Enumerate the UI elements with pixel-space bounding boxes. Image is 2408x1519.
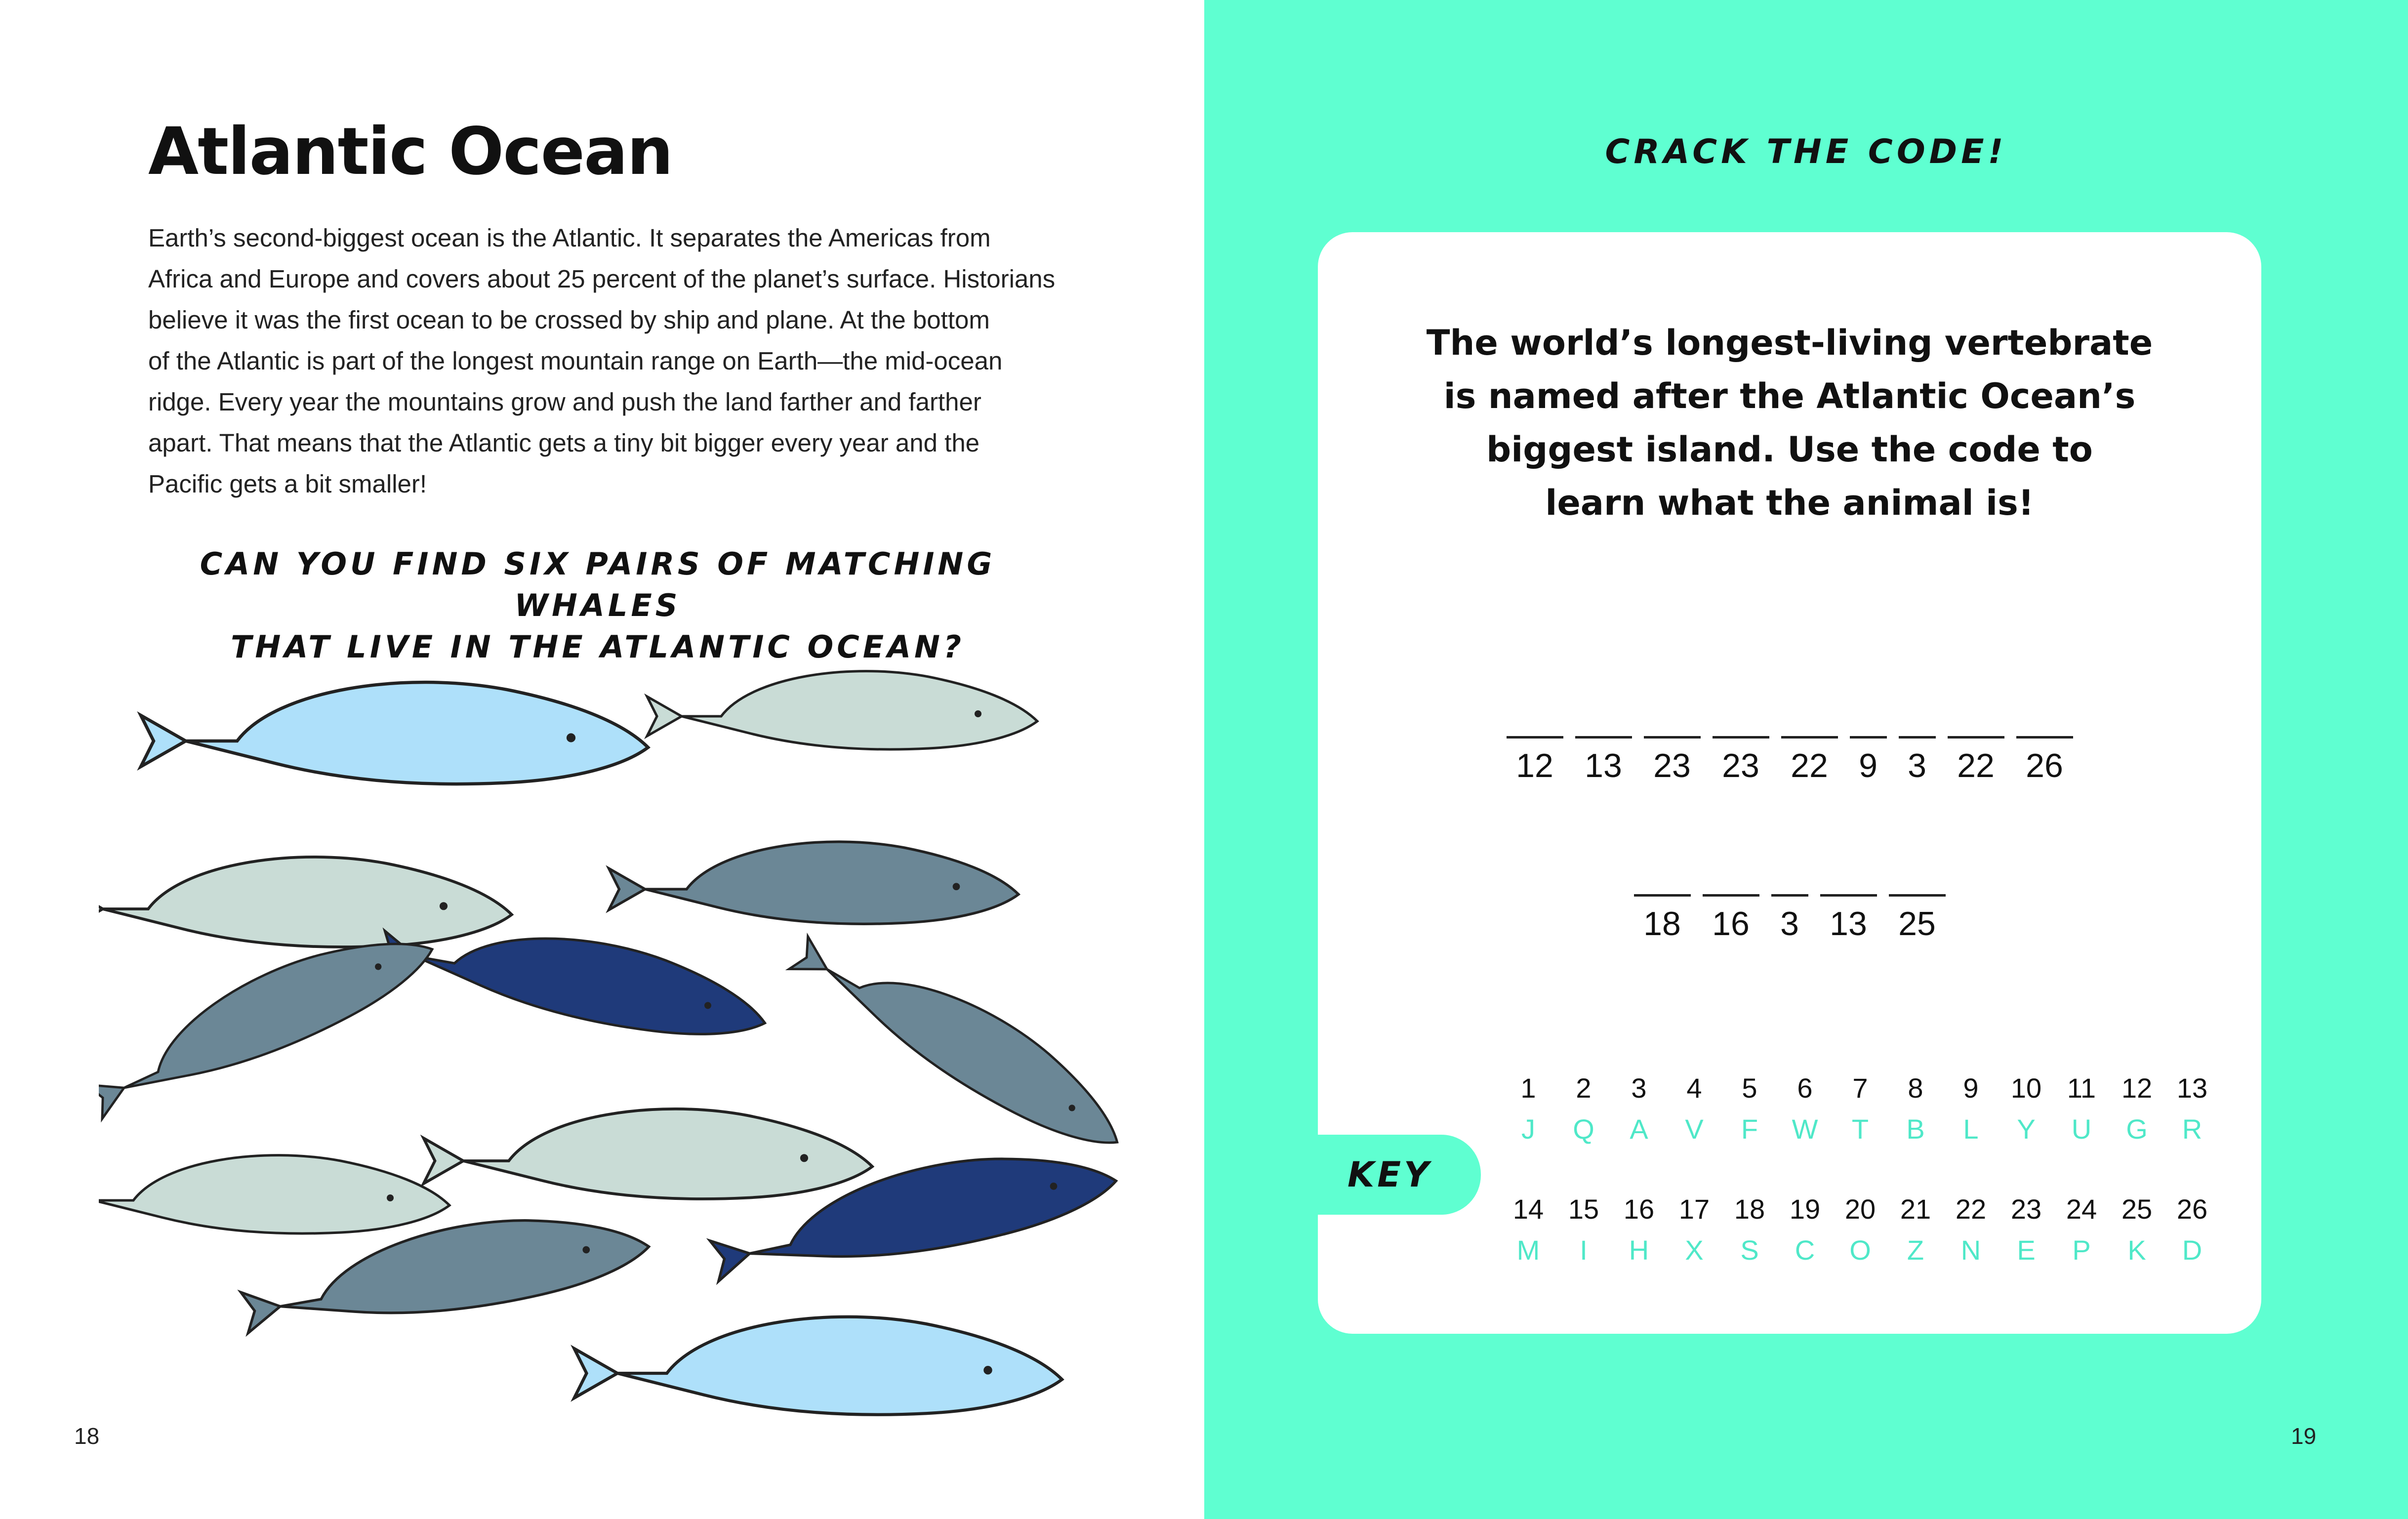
blue-whale-illustration	[141, 682, 648, 784]
fin-whale-illustration	[99, 857, 512, 947]
key-number: 23	[2010, 1193, 2042, 1225]
code-letter-slot[interactable]	[1820, 894, 1877, 943]
key-number: 24	[2066, 1193, 2097, 1225]
answer-blank[interactable]	[1713, 736, 1769, 739]
clue-line: The world’s longest-living vertebrate	[1426, 323, 2153, 363]
key-letter: W	[1792, 1113, 1818, 1145]
clue-line: biggest island. Use the code to	[1486, 429, 2093, 470]
key-letter: P	[2072, 1234, 2091, 1266]
code-letter-slot[interactable]	[1575, 736, 1632, 785]
key-pair	[1667, 1072, 1722, 1145]
key-letter: J	[1521, 1113, 1535, 1145]
answer-blank[interactable]	[1781, 736, 1838, 739]
intro-line: Africa and Europe and covers about 25 percent of the planet’s surface. Historians	[148, 265, 1056, 293]
intro-line: ridge. Every year the mountains grow and push the land farther and farther	[148, 388, 981, 416]
fin-whale-illustration	[424, 1109, 873, 1199]
humpback-whale-illustration	[783, 916, 1141, 1166]
key-letter: K	[2127, 1234, 2146, 1266]
code-letter-slot[interactable]	[1850, 736, 1887, 785]
key-letter: D	[2182, 1234, 2203, 1266]
intro-line: Pacific gets a bit smaller!	[148, 470, 427, 498]
key-number: 16	[1623, 1193, 1655, 1225]
key-pair	[1611, 1193, 1667, 1266]
key-letter: T	[1851, 1113, 1869, 1145]
whale-illustrations	[99, 642, 1185, 1433]
key-pair	[1999, 1193, 2054, 1266]
key-number: 9	[1963, 1072, 1979, 1104]
code-number: 26	[2026, 747, 2063, 784]
key-number: 5	[1742, 1072, 1757, 1104]
key-letter: F	[1741, 1113, 1758, 1145]
key-number: 10	[2010, 1072, 2042, 1104]
code-number: 25	[1898, 905, 1936, 943]
code-number: 3	[1908, 747, 1926, 784]
key-pair	[1888, 1072, 1943, 1145]
key-number: 14	[1512, 1193, 1544, 1225]
key-pair	[1556, 1072, 1611, 1145]
answer-blank[interactable]	[1899, 736, 1936, 739]
key-pair	[2054, 1193, 2109, 1266]
key-number: 12	[2121, 1072, 2153, 1104]
clue-line: is named after the Atlantic Ocean’s	[1443, 376, 2136, 416]
key-number: 19	[1789, 1193, 1821, 1225]
intro-line: believe it was the first ocean to be crossed by ship and plane. At the bottom	[148, 306, 990, 334]
code-letter-slot[interactable]	[1507, 736, 1563, 785]
intro-line: of the Atlantic is part of the longest mountain range on Earth—the mid-ocean	[148, 347, 1003, 375]
puzzle-question-line: CAN YOU FIND SIX PAIRS OF MATCHING WHALES	[200, 546, 996, 623]
code-letter-slot[interactable]	[1781, 736, 1838, 785]
key-pair	[2109, 1193, 2164, 1266]
key-letter: L	[1963, 1113, 1979, 1145]
code-letter-slot[interactable]	[1634, 894, 1691, 943]
key-pair	[1611, 1072, 1667, 1145]
code-letter-slot[interactable]	[1889, 894, 1946, 943]
key-pair	[1999, 1072, 2054, 1145]
key-letter: I	[1580, 1234, 1588, 1266]
key-letter: V	[1685, 1113, 1704, 1145]
key-number: 26	[2176, 1193, 2208, 1225]
code-number: 23	[1722, 747, 1759, 784]
key-number: 2	[1576, 1072, 1592, 1104]
page-title: Atlantic Ocean	[148, 114, 673, 190]
code-number: 18	[1643, 905, 1681, 943]
key-number: 15	[1568, 1193, 1599, 1225]
sperm-whale-illustration	[647, 671, 1037, 749]
key-pair	[1722, 1193, 1777, 1266]
code-letter-slot[interactable]	[1644, 736, 1701, 785]
key-letter: O	[1849, 1234, 1871, 1266]
key-pair	[2054, 1072, 2109, 1145]
answer-blank[interactable]	[1850, 736, 1887, 739]
code-word-2	[1318, 894, 2261, 943]
key-pair	[1501, 1072, 1556, 1145]
key-pair	[1833, 1193, 1888, 1266]
page-number: 18	[74, 1423, 100, 1449]
key-number: 7	[1852, 1072, 1868, 1104]
right-page	[1204, 0, 2408, 1519]
crack-the-code-heading: CRACK THE CODE!	[1605, 132, 2007, 171]
code-letter-slot[interactable]	[2016, 736, 2073, 785]
page-number: 19	[2291, 1423, 2317, 1449]
key-number: 25	[2121, 1193, 2153, 1225]
answer-blank[interactable]	[1575, 736, 1632, 739]
code-letter-slot[interactable]	[1713, 736, 1769, 785]
code-letter-slot[interactable]	[1948, 736, 2004, 785]
key-pair	[1833, 1072, 1888, 1145]
code-number: 22	[1791, 747, 1828, 784]
answer-blank[interactable]	[1771, 894, 1808, 897]
key-number: 6	[1797, 1072, 1813, 1104]
key-number: 13	[2176, 1072, 2208, 1104]
code-number: 16	[1712, 905, 1750, 943]
key-letter: A	[1630, 1113, 1648, 1145]
blue-whale-illustration	[574, 1317, 1062, 1415]
intro-line: Earth’s second-biggest ocean is the Atlantic. It separates the Americas from	[148, 224, 991, 252]
answer-blank[interactable]	[1703, 894, 1759, 897]
code-number: 12	[1516, 747, 1553, 784]
key-pair	[2164, 1193, 2220, 1266]
intro-line: apart. That means that the Atlantic gets a tiny bit bigger every year and the	[148, 429, 980, 457]
key-pair	[1943, 1193, 1999, 1266]
answer-blank[interactable]	[1889, 894, 1946, 897]
key-letter: R	[2182, 1113, 2203, 1145]
code-number: 22	[1957, 747, 1995, 784]
key-number: 3	[1631, 1072, 1647, 1104]
key-label: KEY	[1347, 1154, 1432, 1195]
key-pair	[1556, 1193, 1611, 1266]
code-letter-slot[interactable]	[1899, 736, 1936, 785]
key-pair	[2109, 1072, 2164, 1145]
code-number: 13	[1585, 747, 1622, 784]
key-number: 20	[1844, 1193, 1876, 1225]
key-pair	[1667, 1193, 1722, 1266]
key-letter: Q	[1573, 1113, 1594, 1145]
answer-blank[interactable]	[2016, 736, 2073, 739]
key-pair	[1777, 1072, 1833, 1145]
key-pair	[2164, 1072, 2220, 1145]
intro-paragraph	[148, 217, 1106, 504]
key-pair	[1888, 1193, 1943, 1266]
key-number: 22	[1955, 1193, 1987, 1225]
key-number: 8	[1908, 1072, 1923, 1104]
key-letter: B	[1906, 1113, 1925, 1145]
key-letter: N	[1960, 1234, 1981, 1266]
code-word-1	[1318, 736, 2261, 785]
key-letter: U	[2071, 1113, 2092, 1145]
code-number: 23	[1653, 747, 1691, 784]
code-number: 9	[1859, 747, 1877, 784]
key-letter: C	[1795, 1234, 1815, 1266]
key-number: 1	[1520, 1072, 1536, 1104]
puzzle-question-line: THAT LIVE IN THE ATLANTIC OCEAN?	[231, 629, 965, 665]
key-letter: H	[1629, 1234, 1649, 1266]
answer-blank[interactable]	[1644, 736, 1701, 739]
answer-blank[interactable]	[1507, 736, 1563, 739]
key-letter: E	[2017, 1234, 2036, 1266]
key-letter: M	[1516, 1234, 1540, 1266]
key-letter: X	[1685, 1234, 1704, 1266]
key-number: 11	[2067, 1072, 2096, 1104]
code-letter-slot[interactable]	[1771, 894, 1808, 943]
key-tab	[1318, 1135, 1481, 1215]
sperm-whale-illustration	[99, 1155, 449, 1233]
minke-whale-illustration	[609, 842, 1019, 924]
code-number: 13	[1830, 905, 1867, 943]
answer-blank[interactable]	[1820, 894, 1877, 897]
key-letter: S	[1740, 1234, 1759, 1266]
code-number: 3	[1780, 905, 1799, 943]
clue-text	[1412, 316, 2167, 530]
code-letter-slot[interactable]	[1703, 894, 1759, 943]
answer-blank[interactable]	[1634, 894, 1691, 897]
key-letter: Z	[1907, 1234, 1924, 1266]
key-number: 21	[1900, 1193, 1931, 1225]
key-letter: Y	[2017, 1113, 2036, 1145]
key-number: 4	[1686, 1072, 1702, 1104]
key-pair	[1722, 1072, 1777, 1145]
key-pair	[1777, 1193, 1833, 1266]
key-letter: G	[2126, 1113, 2148, 1145]
key-pair	[1943, 1072, 1999, 1145]
clue-line: learn what the animal is!	[1545, 483, 2034, 523]
key-pair	[1501, 1193, 1556, 1266]
key-number: 17	[1678, 1193, 1710, 1225]
answer-blank[interactable]	[1948, 736, 2004, 739]
key-number: 18	[1734, 1193, 1765, 1225]
